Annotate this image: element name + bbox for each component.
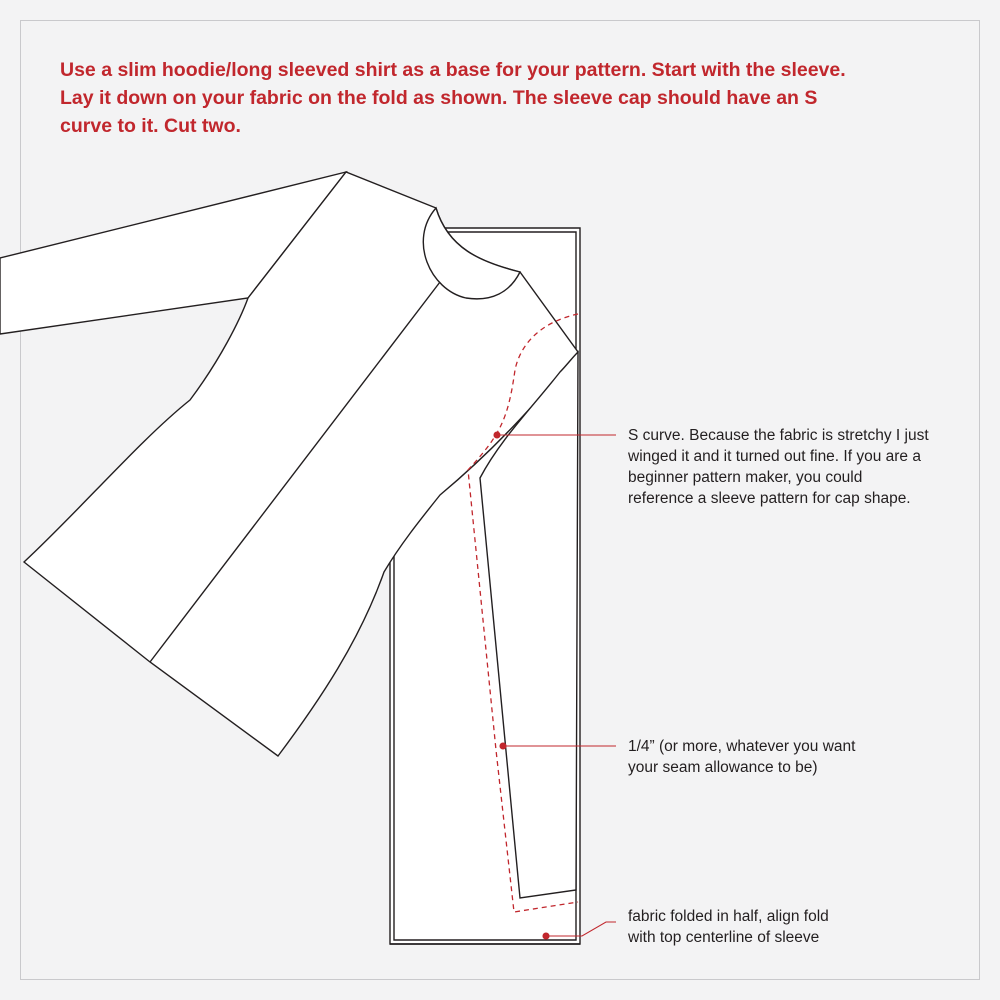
callout-line: S curve. Because the fabric is stretchy I just	[628, 427, 929, 444]
callout-line: beginner pattern maker, you could	[628, 469, 863, 486]
instructions-line: Lay it down on your fabric on the fold as shown. The sleeve cap should have an S	[60, 87, 818, 109]
callout-dot-fold	[543, 933, 549, 939]
callout-line: your seam allowance to be)	[628, 759, 818, 776]
instructions-line: Use a slim hoodie/long sleeved shirt as a base for your pattern. Start with the sleeve.	[60, 59, 846, 81]
callout-dot-s-curve	[494, 432, 500, 438]
callout-seam-allowance	[628, 736, 855, 778]
callout-dot-seam	[500, 743, 506, 749]
callout-fold	[628, 906, 829, 948]
callout-line: 1/4” (or more, whatever you want	[628, 738, 856, 755]
callout-line: winged it and it turned out fine. If you are a	[628, 448, 921, 465]
callout-line: with top centerline of sleeve	[628, 929, 820, 946]
callout-line: reference a sleeve pattern for cap shape.	[628, 490, 911, 507]
callout-line: fabric folded in half, align fold	[628, 908, 829, 925]
instructions-line: curve to it. Cut two.	[60, 115, 241, 137]
callout-s-curve	[628, 425, 929, 509]
